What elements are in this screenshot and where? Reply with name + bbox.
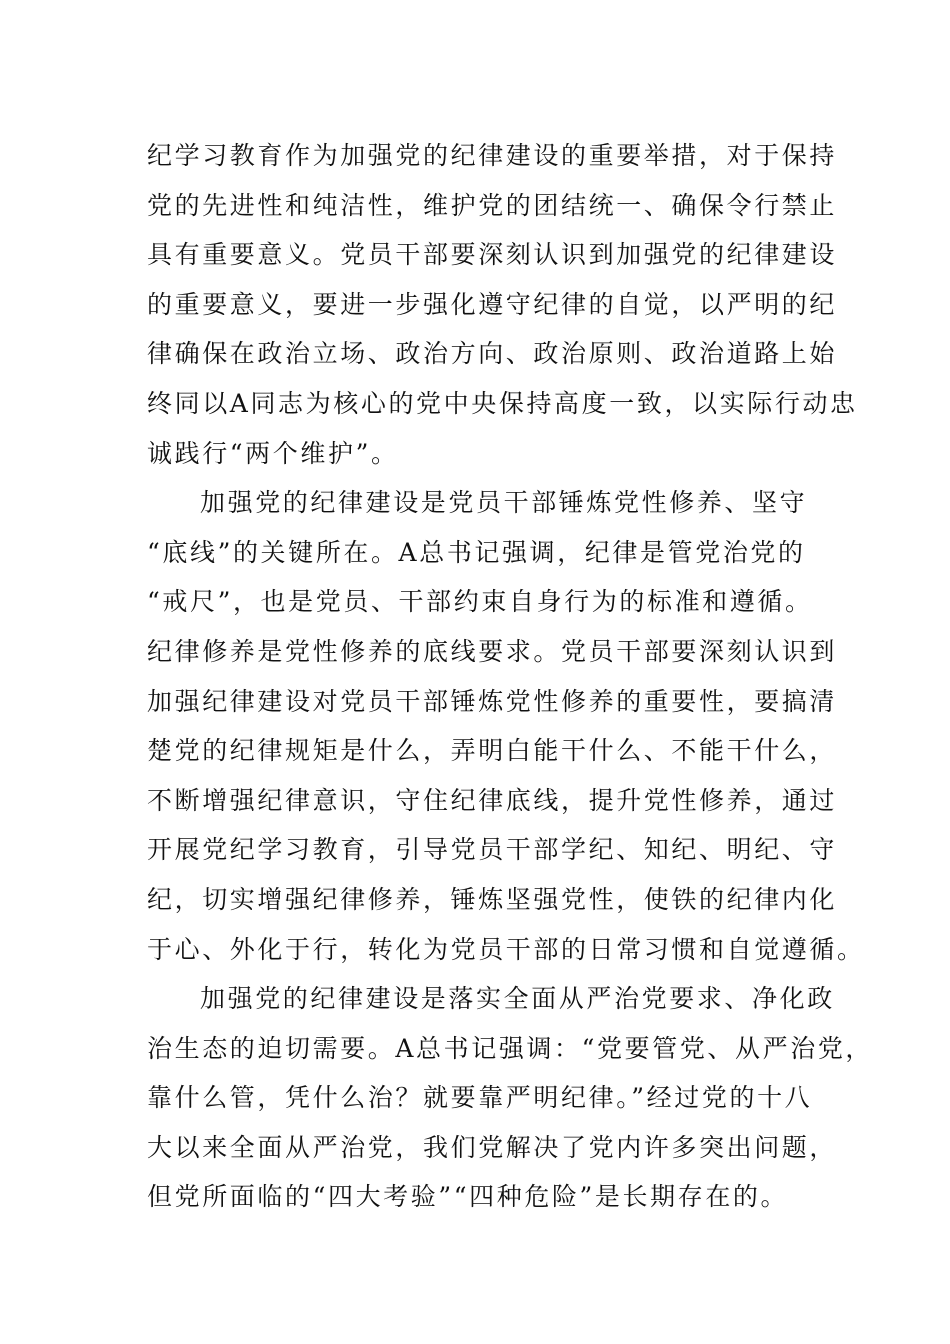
- text-line: 于心、外化于行，转化为党员干部的日常习惯和自觉遵循。: [147, 934, 865, 964]
- text-line: 靠什么管，凭什么治？就要靠严明纪律。”经过党的十八: [147, 1083, 813, 1113]
- body-text: [147, 131, 874, 1222]
- text-line: 开展党纪学习教育，引导党员干部学纪、知纪、明纪、守: [147, 835, 838, 865]
- text-line: 终同以A同志为核心的党中央保持高度一致，以实际行动忠: [147, 388, 858, 418]
- text-line: 党的先进性和纯洁性，维护党的团结统一、确保令行禁止: [147, 190, 838, 220]
- text-line: 纪律修养是党性修养的底线要求。党员干部要深刻认识到: [147, 636, 838, 666]
- text-line: 纪学习教育作为加强党的纪律建设的重要举措，对于保持: [147, 141, 838, 170]
- text-line: 律确保在政治立场、政治方向、政治原则、政治道路上始: [147, 339, 838, 369]
- text-line: “戒尺”，也是党员、干部约束自身行为的标准和遵循。: [147, 587, 813, 617]
- text-line: 的重要意义，要进一步强化遵守纪律的自觉，以严明的纪: [147, 289, 838, 319]
- text-line: 楚党的纪律规矩是什么，弄明白能干什么、不能干什么，: [147, 736, 838, 766]
- text-line: 纪，切实增强纪律修养，锤炼坚强党性，使铁的纪律内化: [147, 884, 838, 914]
- text-line: 不断增强纪律意识，守住纪律底线，提升党性修养，通过: [147, 785, 838, 815]
- text-line: 大以来全面从严治党，我们党解决了党内许多突出问题，: [147, 1132, 838, 1162]
- text-line: 治生态的迫切需要。A总书记强调：“党要管党、从严治党，: [147, 1033, 874, 1063]
- paragraph-first-line: 加强党的纪律建设是落实全面从严治党要求、净化政: [200, 984, 835, 1014]
- text-line: 但党所面临的“四大考验”“四种危险”是长期存在的。: [147, 1182, 789, 1212]
- text-line: 加强纪律建设对党员干部锤炼党性修养的重要性，要搞清: [147, 686, 838, 716]
- text-line: 具有重要意义。党员干部要深刻认识到加强党的纪律建设: [147, 240, 838, 270]
- paragraph-first-line: 加强党的纪律建设是党员干部锤炼党性修养、坚守: [200, 488, 808, 518]
- text-line: 诚践行“两个维护”。: [147, 438, 399, 468]
- text-line: “底线”的关键所在。A总书记强调，纪律是管党治党的: [147, 537, 806, 567]
